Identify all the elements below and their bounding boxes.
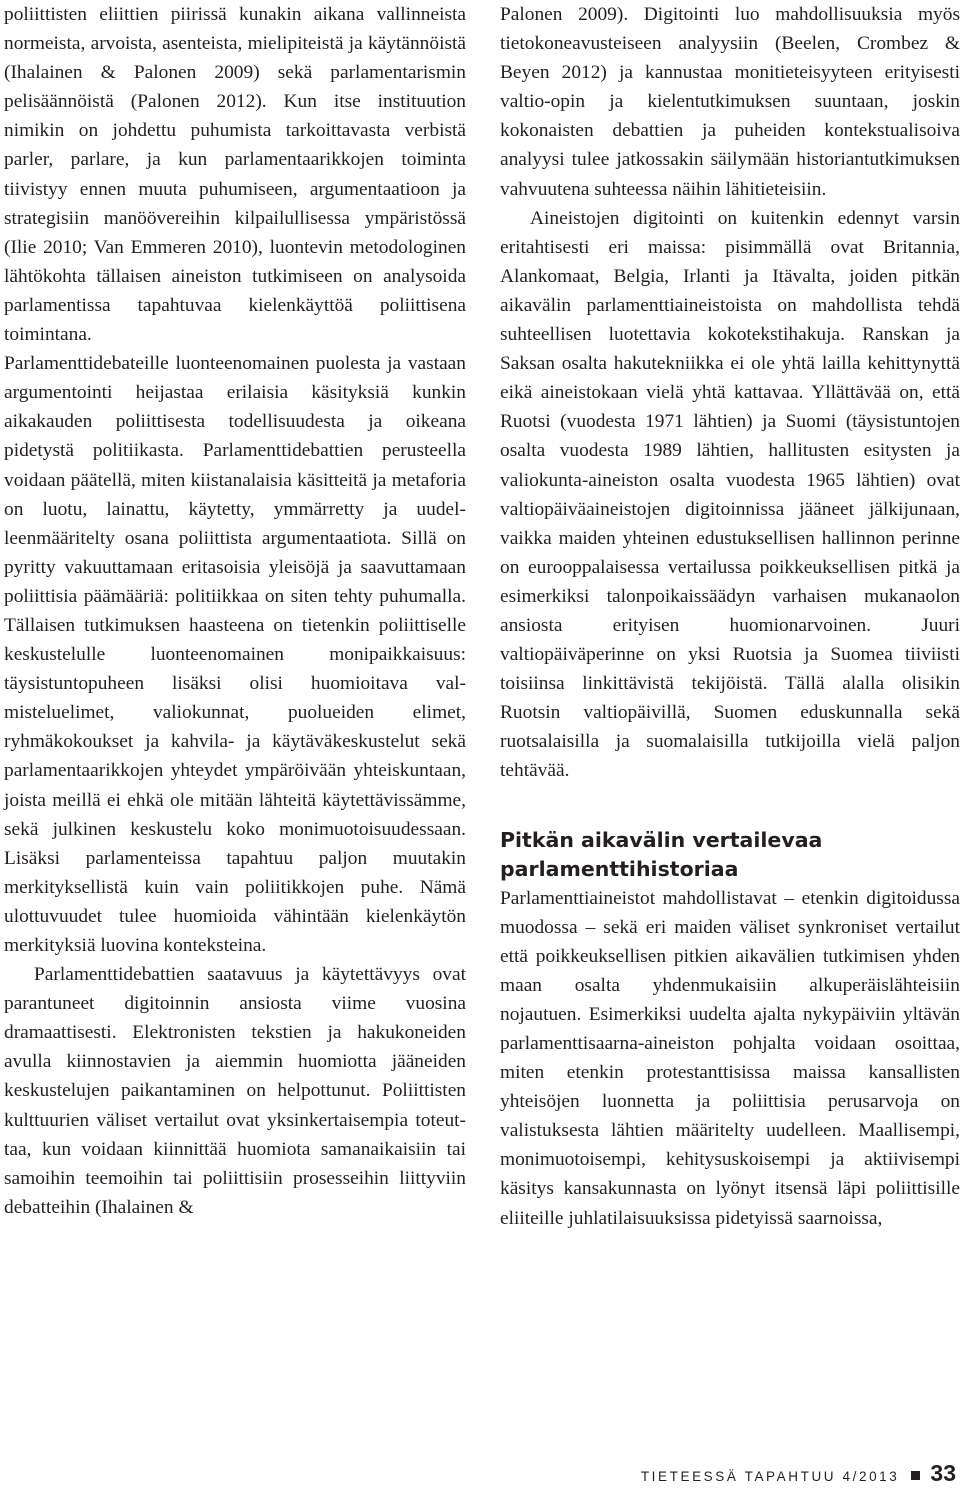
paragraph: Parlamenttidebattien saatavuus ja käytettävyys ovat parantuneet digitoinnin ansiosta viime vuosina dramaattisesti. Elektronisten tekstien ja hakukoneiden avulla kiinnostavien ja aiemmin huomiotta jääneiden keskustelujen paikantaminen on helpottunut. Poliittisten kulttuurien väliset vertailut ovat yksinkertaisempia toteuttaa, kun voidaan kiinnittää huomiota samanaikaisiin tai samoihin teemoihin tai poliittisiin prosesseihin liittyviin debatteihin (Ihalainen & bbox=[4, 964, 466, 1218]
square-bullet-icon bbox=[911, 1471, 920, 1480]
page-number: 33 bbox=[930, 1460, 956, 1486]
page-footer bbox=[641, 1460, 956, 1487]
paragraph-continued: poliittisten eliittien piirissä kunakin aikana vallinneista normeista, arvoista, asenteista, mielipiteistä ja käytännöistä (Ihalainen & Palonen 2009) sekä parlamentarismin pelisäännöistä (Palonen 2012). Kun itse instituution nimikin on johdettu puhumista tarkoittavasta verbistä parler, parlare, ja kun parlamentaarikkojen toiminta tiivistyy ennen muuta puhumiseen, argumentaatioon ja strategisiin manöövereihin kilpailullisessa ympäristössä (Ilie 2010; Van Emmeren 2010), luontevin metodologinen lähtökohta tällaisen aineiston tutkimiseen on analysoida parlamentissa tapahtuvaa kielenkäyttöä poliittisena toimintana. bbox=[4, 4, 466, 346]
paragraph: Aineistojen digitointi on kuitenkin edennyt varsin eritahtisesti eri maissa: pisimmällä ovat Britannia, Alankomaat, Belgia, Irlanti ja Itävalta, joiden pitkän aikavälin parlamenttiaineistoista on mahdollista tehdä suhteellisen luotettavia kokotekstihakuja. Ranskan ja Saksan osalta hakutekniikka ei ole yhtä lailla kehittynyttä eikä aineistokaan vielä yhtä kattavaa. Yllättävää on, että Ruotsi (vuodesta 1971 lähtien) ja Suomi (täysistuntojen osalta vuodesta 1989 lähtien, hallitusten esitysten ja valiokunta-aineiston osalta vuodesta 1965 lähtien) ovat valtiopäiväaineistojen digitoinnissa jääneet jälkijunaan, vaikka maiden yhteinen edustuksellisen hallinnon perinne on eurooppalaisessa vertailussa poikkeuksellisen pitkä ja esimerkiksi talonpoikaissäädyn varhaisen mukanaolon ansiosta erityisen huomionarvoinen. Juuri valtiopäiväperinne on yksi Ruotsia ja Suomea tiiviisti toisiinsa linkittävistä tekijöistä. Tällä alalla olisikin Ruotsin valtiopäivillä, Suomen eduskunnalla sekä ruotsalaisilla ja suomalaisilla tutkijoilla vielä paljon tehtävää. bbox=[500, 207, 960, 782]
section-heading: Pitkän aikavälin vertailevaa parlamenttihistoriaa bbox=[500, 827, 823, 881]
right-column bbox=[500, 0, 960, 1233]
left-column bbox=[4, 0, 466, 1222]
paragraph-continued: Palonen 2009). Digitointi luo mahdollisuuksia myös tietokoneavusteiseen analyysiin (Beelen, Crombez & Beyen 2012) ja kannustaa monitieteisyyteen erityisesti valtio-opin ja kielentutkimuksen suuntaan, joskin kokonaisten debattien ja puheiden kontekstualisoiva analyysi tulee jatkossakin säilymään historiantutkimuksen vahvuutena suhteessa näihin lähitieteisiin. bbox=[500, 4, 960, 200]
section-paragraph: Parlamenttiaineistot mahdollistavat – etenkin digitoidussa muodossa – sekä eri maiden väliset synkroniset vertailut että poikkeuksellisen pitkien aikavälien tutkimisen yhden maan osalta yhdenmukaisiin alkuperäislähteisiin nojautuen. Esimerkiksi uudelta ajalta nykypäiviin yltävän parlamenttisaarna-aineiston pohjalta voidaan osoittaa, miten etenkin protestanttisissa maissa kansallisten yhteisöjen luonnetta ja poliittisia perusarvoja on valistuksesta lähtien määritelty uudelleen. Maallisempi, monimuotoisempi, kehitysuskoisempi ja aktiivisempi käsitys kansakunnasta on lyönyt itsensä läpi poliittisille eliiteille juhlatilaisuuksissa pidetyissä saarnoissa, bbox=[500, 887, 960, 1229]
paragraph: Parlamenttidebateille luonteenomainen puolesta ja vastaan argumentointi heijastaa erilaisia käsityksiä kunkin aikakauden poliittisesta todellisuudesta ja oikeana pidetystä politiikasta. Parlamenttidebattien perusteella voidaan päätellä, miten kiistanalaisia käsitteitä ja metaforia on luotu, lainattu, käytetty, ymmärretty ja uudelleenmääritelty osana poliittista argumentaatiota. Sillä on pyritty vakuuttamaan eritasoisia yleisöjä ja saavuttamaan poliittisia päämääriä: politiikkaa on siten tehty puhumalla. Tällaisen tutkimuksen haasteena on tietenkin poliittiselle keskustelulle luonteenomainen monipaikkaisuus: täysistuntopuheen lisäksi olisi huomioitava valmisteluelimet, valiokunnat, puolueiden elimet, ryhmäkokoukset ja kahvila- ja käytäväkeskustelut sekä parlamentaarikkojen yhteydet ympäröivään yhteiskuntaan, joista meillä ei ehkä ole mitään lähteitä käytettävissämme, sekä julkinen keskustelu koko monimuotoisuudessaan. Lisäksi parlamenteissa tapahtuu paljon muutakin merkityksellistä kuin vain poliitikkojen puhe. Nämä ulottuvuudet tulee huomioida vähintään kielenkäytön merkityksiä luovina konteksteina. bbox=[4, 353, 466, 956]
magazine-title: TIETEESSÄ TAPAHTUU 4/2013 bbox=[640, 1469, 900, 1484]
